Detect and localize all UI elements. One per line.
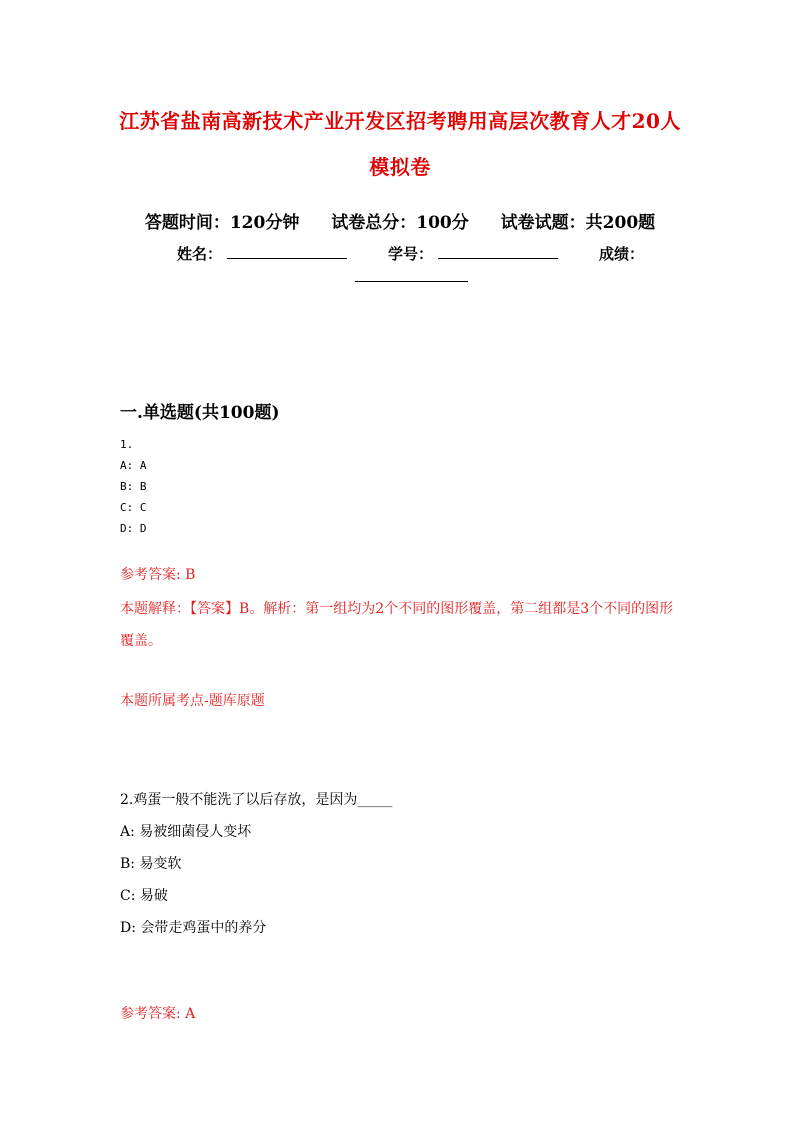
score-blank-row [355, 267, 468, 286]
id-label: 学号： [388, 245, 434, 263]
name-label: 姓名： [177, 245, 223, 263]
question-2-option-b: B: 易变软 [120, 856, 182, 872]
name-field [177, 243, 347, 264]
question-1-tag: 本题所属考点-题库原题 [120, 693, 265, 709]
question-1-option-a: A: A [120, 459, 147, 472]
question-2-answer: 参考答案: A [120, 1006, 196, 1022]
question-1-number: 1. [120, 438, 134, 451]
question-2-option-d: D: 会带走鸡蛋中的养分 [120, 920, 267, 936]
question-2-stem: 2.鸡蛋一般不能洗了以后存放，是因为_____ [120, 792, 393, 808]
question-1-option-c: C: C [120, 501, 147, 514]
id-field [388, 243, 558, 264]
exam-meta [100, 208, 700, 233]
exam-total-score: 试卷总分：100分 [331, 213, 469, 233]
score-field [599, 243, 644, 264]
question-2-option-a: A: 易被细菌侵人变坏 [120, 824, 252, 840]
exam-question-count: 试卷试题：共200题 [500, 213, 656, 233]
section-title: 一.单选题(共100题) [120, 403, 280, 423]
name-blank [227, 244, 347, 259]
score-blank [355, 267, 468, 282]
score-label: 成绩： [599, 245, 645, 263]
id-blank [438, 244, 558, 259]
question-2-option-c: C: 易破 [120, 888, 168, 904]
document-title: 江苏省盐南高新技术产业开发区招考聘用高层次教育人才20人模拟卷 [119, 109, 681, 179]
question-1-option-b: B: B [120, 480, 147, 493]
question-1-option-d: D: D [120, 522, 147, 535]
question-2 [120, 784, 392, 944]
exam-time: 答题时间：120分钟 [144, 213, 300, 233]
question-1-explanation: 本题解释：【答案】B。解析：第一组均为2个不同的图形覆盖，第二组都是3个不同的图形覆盖。 [120, 601, 674, 649]
question-1-answer: 参考答案: B [120, 567, 196, 583]
question-1 [120, 434, 147, 539]
